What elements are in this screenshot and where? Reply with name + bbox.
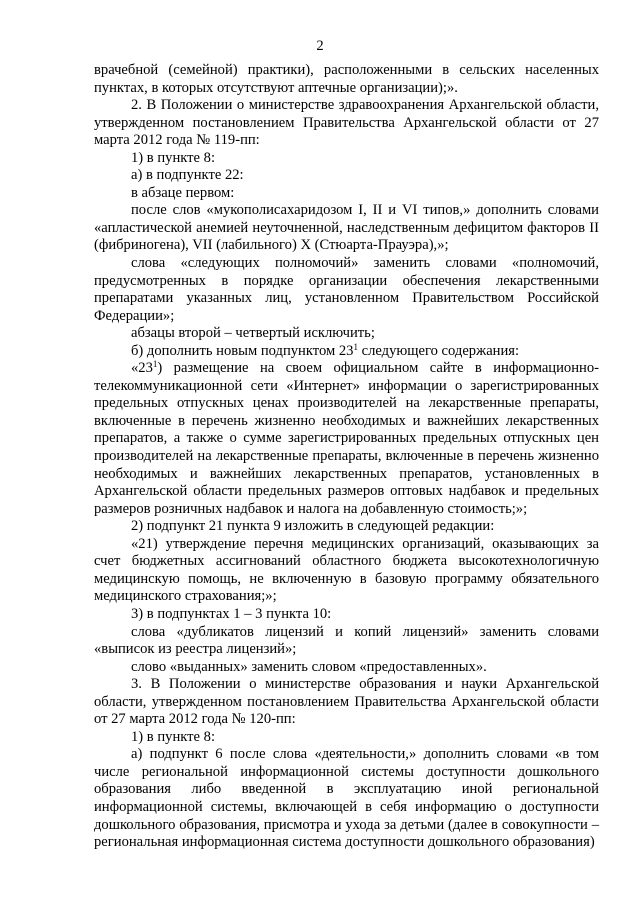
paragraph-text-part: ) размещение на своем официальном сайте в информационно-телекоммуникационной сети «Интернет» информации о зарегистрированных предельных отпускных ценах производителей на лекарственные препараты, включенные в перечень жизненно необходимых и важнейших лекарственных препаратов, а также о сумме зарегистрированных предельных отпускных цен производителей на лекарственные препараты, включенные в перечень жизненно необходимых и важнейших лекарственных препаратов, установленных в Архангельской области предельных размеров оптовых надбавок и предельных размеров розничных надбавок и налога на добавленную стоимость;»; [94, 360, 599, 517]
paragraph: 2. В Положении о министерстве здравоохранения Архангельской области, утвержденном постановлением Правительства Архангельской области от 27 марта 2012 года № 119-пп: [94, 97, 599, 149]
paragraph [94, 360, 599, 518]
paragraph: слова «следующих полномочий» заменить словами «полномочий, предусмотренных в порядке организации обеспечения лекарственными препаратами указанных лиц, установленном Правительством Российской Федерации»; [94, 255, 599, 324]
paragraph-text-part: «23 [131, 360, 153, 377]
paragraph: а) в подпункте 22: [131, 167, 244, 184]
paragraph-text-part: следующего содержания: [357, 342, 520, 359]
paragraph: 1) в пункте 8: [131, 149, 216, 166]
paragraph: 3. В Положении о министерстве образования и науки Архангельской области, утвержденном постановлением Правительства Архангельской области от 27 марта 2012 года № 120-пп: [94, 676, 599, 728]
paragraph: «21) утверждение перечня медицинских организаций, оказывающих за счет бюджетных ассигнований областного бюджета высокотехнологичную медицинскую помощь, не включенную в базовую программу обязательного медицинского страхования;»; [94, 535, 599, 605]
paragraph: 1) в пункте 8: [131, 728, 216, 745]
superscript: 1 [353, 341, 358, 352]
paragraph: 2) подпункт 21 пункта 9 изложить в следующей редакции: [131, 518, 495, 535]
paragraph: слово «выданных» заменить словом «предоставленных». [131, 658, 487, 675]
superscript: 1 [152, 359, 158, 370]
paragraph: после слов «мукополисахаридозом I, II и VI типов,» дополнить словами «апластической анемией неуточненной, наследственным дефицитом факторов II (фибриногена), VII (лабильного) X (Стюарта-Прауэра),»; [94, 202, 599, 254]
paragraph: врачебной (семейной) практики), расположенными в сельских населенных пунктах, в которых отсутствуют аптечные организации);». [94, 62, 599, 96]
paragraph: абзацы второй – четвертый исключить; [131, 325, 375, 342]
page-number: 2 [316, 38, 324, 54]
paragraph: слова «дубликатов лицензий и копий лицензий» заменить словами «выписок из реестра лицензий»; [94, 623, 599, 658]
paragraph: 3) в подпунктах 1 – 3 пункта 10: [131, 605, 332, 622]
paragraph [94, 343, 599, 361]
paragraph: в абзаце первом: [131, 184, 235, 201]
paragraph-text-part: б) дополнить новым подпунктом 23 [131, 342, 354, 359]
document-body [94, 62, 599, 852]
paragraph: а) подпункт 6 после слова «деятельности,» дополнить словами «в том числе региональной информационной системы доступности дошкольного образования либо введенной в эксплуатацию иной региональной информационной системы, включающей в себя информацию о доступности дошкольного образования, присмотра и ухода за детьми (далее в совокупности – региональная информационная система доступности дошкольного образования) [94, 746, 599, 851]
